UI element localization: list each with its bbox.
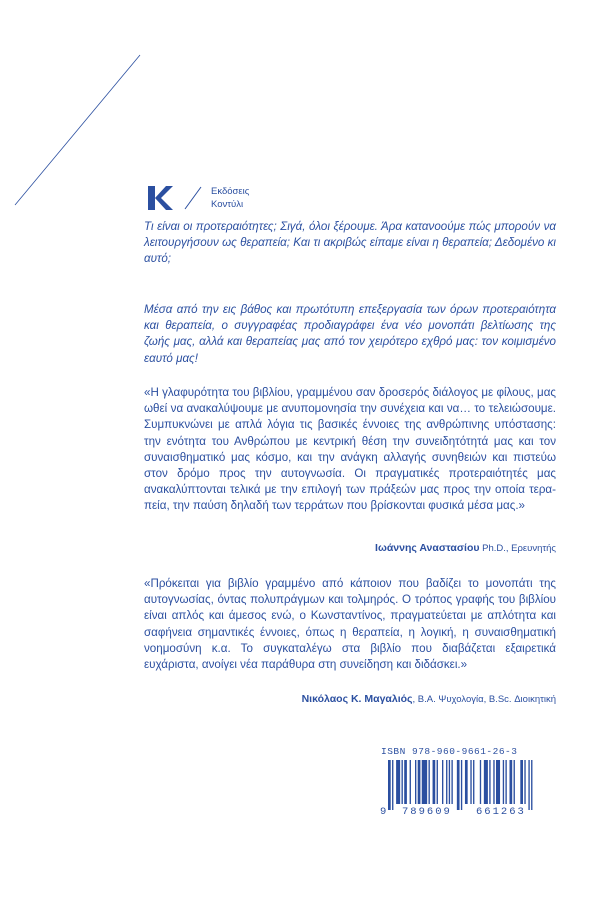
publisher-logo <box>145 183 249 213</box>
barcode-bar <box>396 760 400 804</box>
barcode-bar <box>524 760 525 804</box>
barcode-bar <box>429 760 430 804</box>
barcode-bar <box>528 760 529 810</box>
barcode-bar <box>503 760 504 804</box>
barcode-bar <box>493 760 494 804</box>
barcode-bar <box>392 760 393 810</box>
barcode-bar <box>404 760 407 804</box>
review-2-author: Νικόλαος Κ. Μαγαλιός <box>301 693 413 705</box>
barcode-bar <box>531 760 532 810</box>
publisher-k-icon <box>145 183 175 213</box>
barcode-bar <box>484 760 488 804</box>
barcode-bar <box>437 760 438 804</box>
barcode-bar <box>418 760 421 804</box>
barcode-bar <box>514 760 515 804</box>
barcode-bar <box>449 760 450 804</box>
barcode-bar <box>461 760 462 810</box>
review-2-attribution <box>302 693 556 705</box>
barcode-bar <box>465 760 468 804</box>
barcode-bar <box>510 760 513 804</box>
barcode-bar <box>496 760 500 804</box>
barcode-bar <box>489 760 490 804</box>
barcode-bar <box>470 760 471 804</box>
barcode-bar <box>388 760 391 810</box>
logo-slash-icon <box>183 185 203 211</box>
review-1-author: Ιωάννης Αναστασίου <box>375 542 480 554</box>
publisher-name-line2: Κοντύλι <box>211 199 244 210</box>
review-quote-2: «Πρόκειται για βιβλίο γραμμένο από κάποιον που βαδίζει το μονοπάτι της αυτογνωσίας, όντας πολυπράγμων και τολμηρός. Ο τρόπος γραφής του βιβλίου είναι απλός και άμεσος ενώ, ο Κωνσταντίνος, πραγματεύεται με απλότητα και σαφήνεια σημαντικές έννοιες, όπως η θεραπεία, η λογική, η συναισθηματική νοημοσύνη κ.α. Το συγκαταλέγω στα βιβλίο που διαβάζεται εξαιρετικά ευχάριστα, ανοίγει νέα παράθυρα στη συνείδηση και διδάσκει.» <box>144 577 556 672</box>
intro-paragraph-1: Τι είναι οι προτεραιότητες; Σιγά, όλοι ξέρουμε. Άρα κατανοούμε πώς μπορούν να λειτουργήσουν ως θεραπεία; Και τι ακριβώς είπαμε είναι η θεραπεία; Δεδομένο κι αυτό; <box>144 220 556 266</box>
barcode-bar <box>446 760 447 804</box>
barcode-digit-first: 9 <box>380 806 387 818</box>
barcode-bar <box>480 760 481 804</box>
review-quote-1: «Η γλαφυρότητα του βιβλίου, γραμμένου σαν δροσερός διάλογος με φίλους, μας ωθεί να ανακαλύψουμε με ανυπομονησία την συνέχεια και να… το τελειώσουμε. Συμπυκνώνει με απλά λόγια τις βασικές έννοιες της ανθρώπινης υπόστασης: την ενότητα του Ανθρώπου με κεντρική θέση την συνειδητότητά μας και τον συναισθηματικό μας κόσμο, και την ανάγκη αλλαγής συνηθειών και πιστεύω στον δρόμο προς την αυτογνωσία. Οι πραγματικές προτεραιότητές μας ανακαλύπτονται τελικά με την επιλογή των πράξεών μας προς την οποία τερα-πεία, την παύση δηλαδή των τερράτων που βρίσκονται φυσικά μέσα μας.» <box>144 386 556 513</box>
barcode-bar <box>457 760 460 810</box>
review-1-attribution <box>375 542 556 554</box>
barcode-bar <box>410 760 411 804</box>
barcode-bar <box>422 760 427 804</box>
review-2-role: , B.A. Ψυχολογία, B.Sc. Διοικητική <box>412 694 556 705</box>
barcode-bar <box>505 760 506 804</box>
publisher-name-line1: Εκδόσεις <box>211 186 250 197</box>
barcode-bar <box>473 760 474 804</box>
publisher-name <box>211 185 249 211</box>
isbn-barcode <box>388 760 558 812</box>
barcode-bar <box>415 760 416 804</box>
barcode-bar <box>451 760 452 804</box>
intro-paragraph-2: Μέσα από την εις βάθος και πρωτότυπη επεξεργασία των όρων προτεραιότητα και θεραπεία, ο συγγραφέας προδιαγράφει ένα νέο μονοπάτι βελτίωσης της ζωής μας, αλλά και θεραπείας μας από τον χειρότερο εχθρό μας: τον κοιμισμένο εαυτό μας! <box>144 303 556 365</box>
barcode-bar <box>442 760 443 804</box>
barcode-bar <box>433 760 436 804</box>
barcode-digits-left: 789609 <box>402 806 452 818</box>
barcode-bar <box>520 760 523 804</box>
isbn-label: ISBN 978-960-9661-26-3 <box>381 746 518 757</box>
review-1-role: Ph.D., Ερευνητής <box>479 543 556 554</box>
barcode-bar <box>402 760 403 804</box>
barcode-digits-right: 661263 <box>476 806 526 818</box>
